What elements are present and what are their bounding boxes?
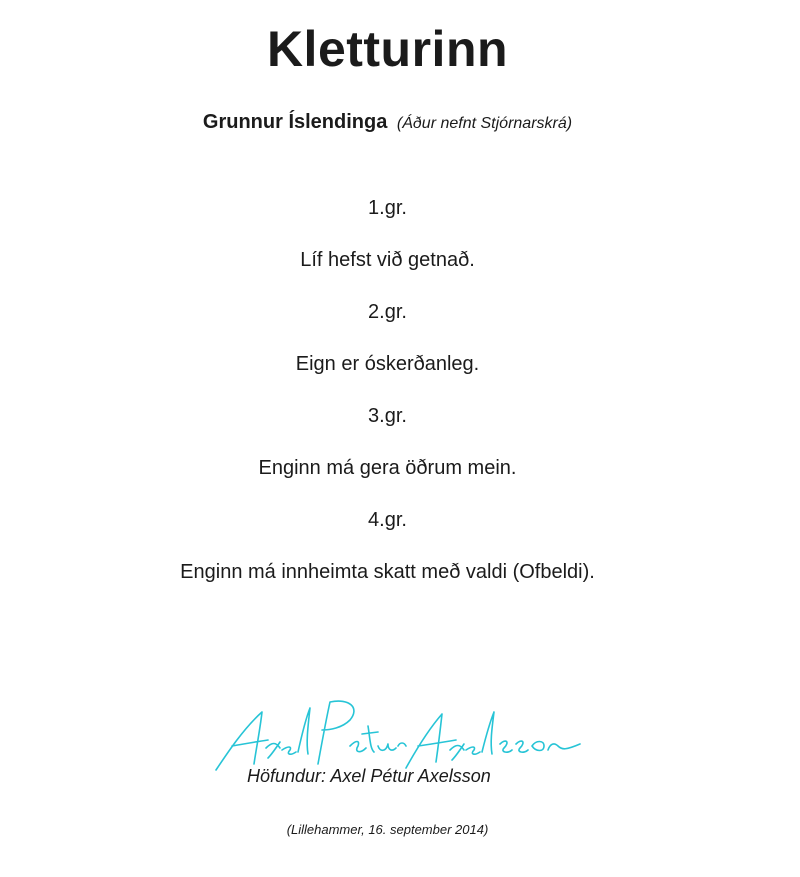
document-subtitle: [0, 111, 775, 134]
author-line: Höfundur: Axel Pétur Axelsson: [247, 766, 491, 786]
article-text: Eign er óskerðanleg.: [295, 353, 480, 375]
subtitle-main: Grunnur Íslendinga: [202, 111, 388, 133]
document-title: Kletturinn: [266, 21, 509, 77]
articles-list: [0, 190, 775, 606]
article-number: 2.gr.: [368, 301, 407, 323]
article-1: [0, 190, 775, 294]
article-text: Líf hefst við getnað.: [300, 249, 475, 271]
subtitle-aside: (Áður nefnt Stjórnarskrá): [396, 115, 573, 132]
article-text: Enginn má innheimta skatt með valdi (Ofbeldi).: [180, 561, 595, 583]
article-number: 3.gr.: [368, 405, 407, 427]
article-2: [0, 294, 775, 398]
place-date: (Lillehammer, 16. september 2014): [286, 822, 489, 837]
article-number: 1.gr.: [368, 197, 407, 219]
article-3: [0, 398, 775, 502]
article-4: [0, 502, 775, 606]
article-text: Enginn má gera öðrum mein.: [258, 457, 517, 479]
article-number: 4.gr.: [368, 509, 407, 531]
